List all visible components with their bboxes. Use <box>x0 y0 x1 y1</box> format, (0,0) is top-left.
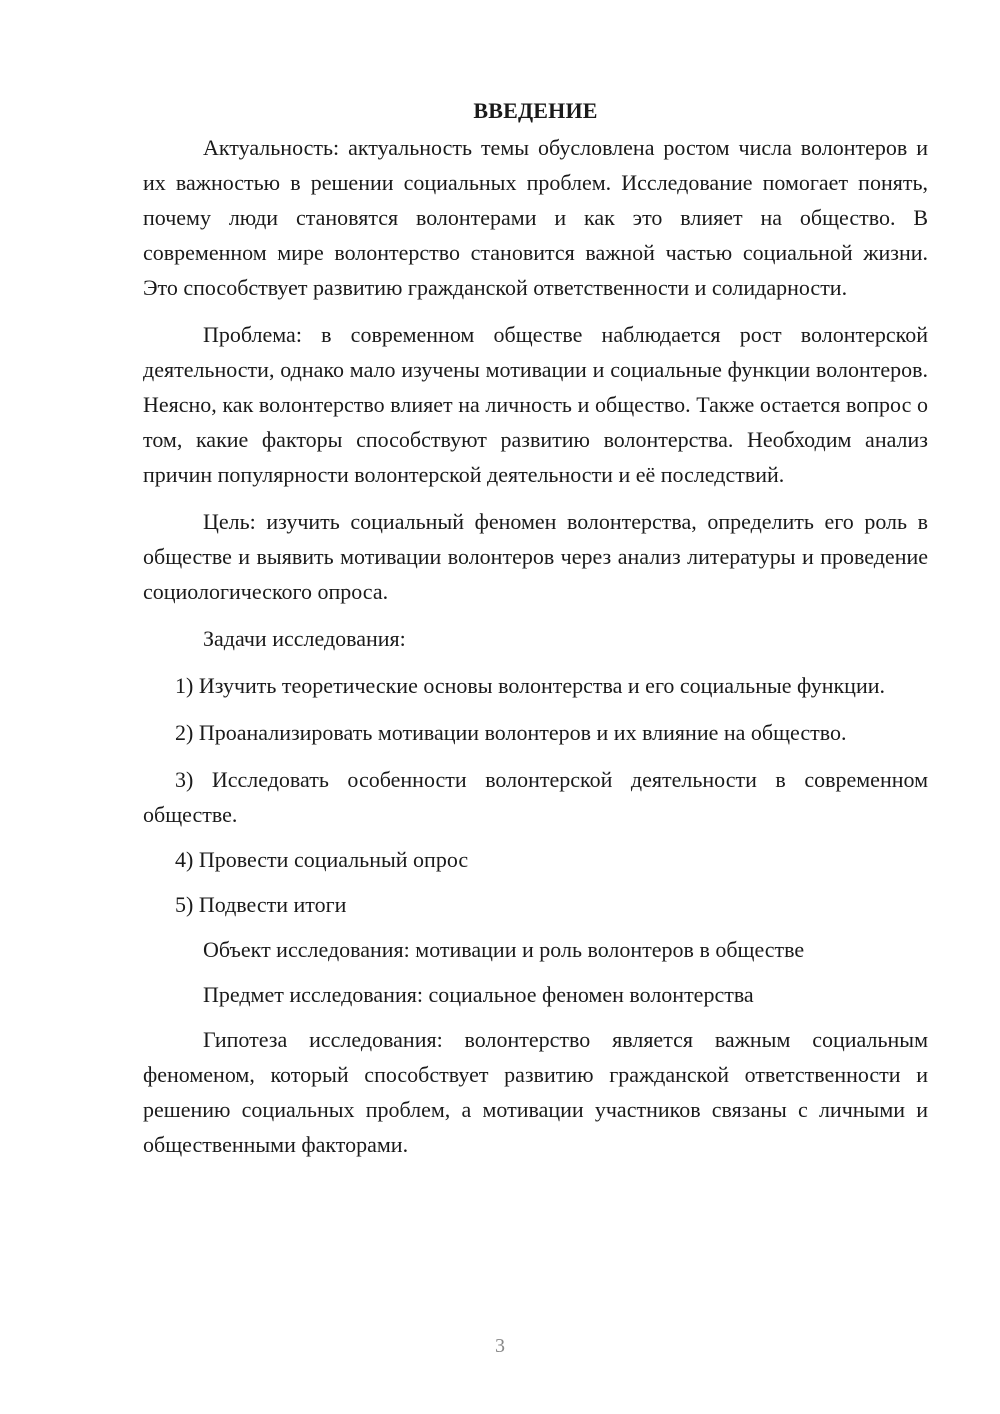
relevance-paragraph: Актуальность: актуальность темы обусловлена ростом числа волонтеров и их важностью в решении социальных проблем. Исследование помогает понять, почему люди становятся волонтерами и как это влияет на общество. В современном мире волонтерство становится важной частью социальной жизни. Это способствует развитию гражданской ответственности и солидарности. <box>143 135 928 300</box>
research-object: Объект исследования: мотивации и роль волонтеров в обществе <box>203 937 805 962</box>
goal-paragraph: Цель: изучить социальный феномен волонтерства, определить его роль в обществе и выявить мотивации волонтеров через анализ литературы и проведение социологического опроса. <box>143 509 928 604</box>
task-item: 5) Подвести итоги <box>175 892 347 917</box>
research-subject: Предмет исследования: социальное феномен волонтерства <box>203 982 754 1007</box>
task-item: 1) Изучить теоретические основы волонтерства и его социальные функции. <box>175 673 886 698</box>
task-item: 2) Проанализировать мотивации волонтеров и их влияние на общество. <box>175 720 847 745</box>
task-item: 4) Провести социальный опрос <box>175 847 469 872</box>
document-page <box>143 92 928 1162</box>
hypothesis-paragraph: Гипотеза исследования: волонтерство является важным социальным феноменом, который способствует развитию гражданской ответственности и решению социальных проблем, а мотивации участников связаны с личными и общественными факторами. <box>143 1027 928 1157</box>
problem-paragraph: Проблема: в современном обществе наблюдается рост волонтерской деятельности, однако мало изучены мотивации и социальные функции волонтеров. Неясно, как волонтерство влияет на личность и общество. Также остается вопрос о том, какие факторы способствуют развитию волонтерства. Необходим анализ причин популярности волонтерской деятельности и её последствий. <box>143 322 928 487</box>
page-number: 3 <box>495 1335 505 1357</box>
task-item: 3) Исследовать особенности волонтерской деятельности в современном обществе. <box>143 767 928 827</box>
tasks-heading: Задачи исследования: <box>203 626 406 651</box>
page-title: ВВЕДЕНИЕ <box>473 98 598 123</box>
